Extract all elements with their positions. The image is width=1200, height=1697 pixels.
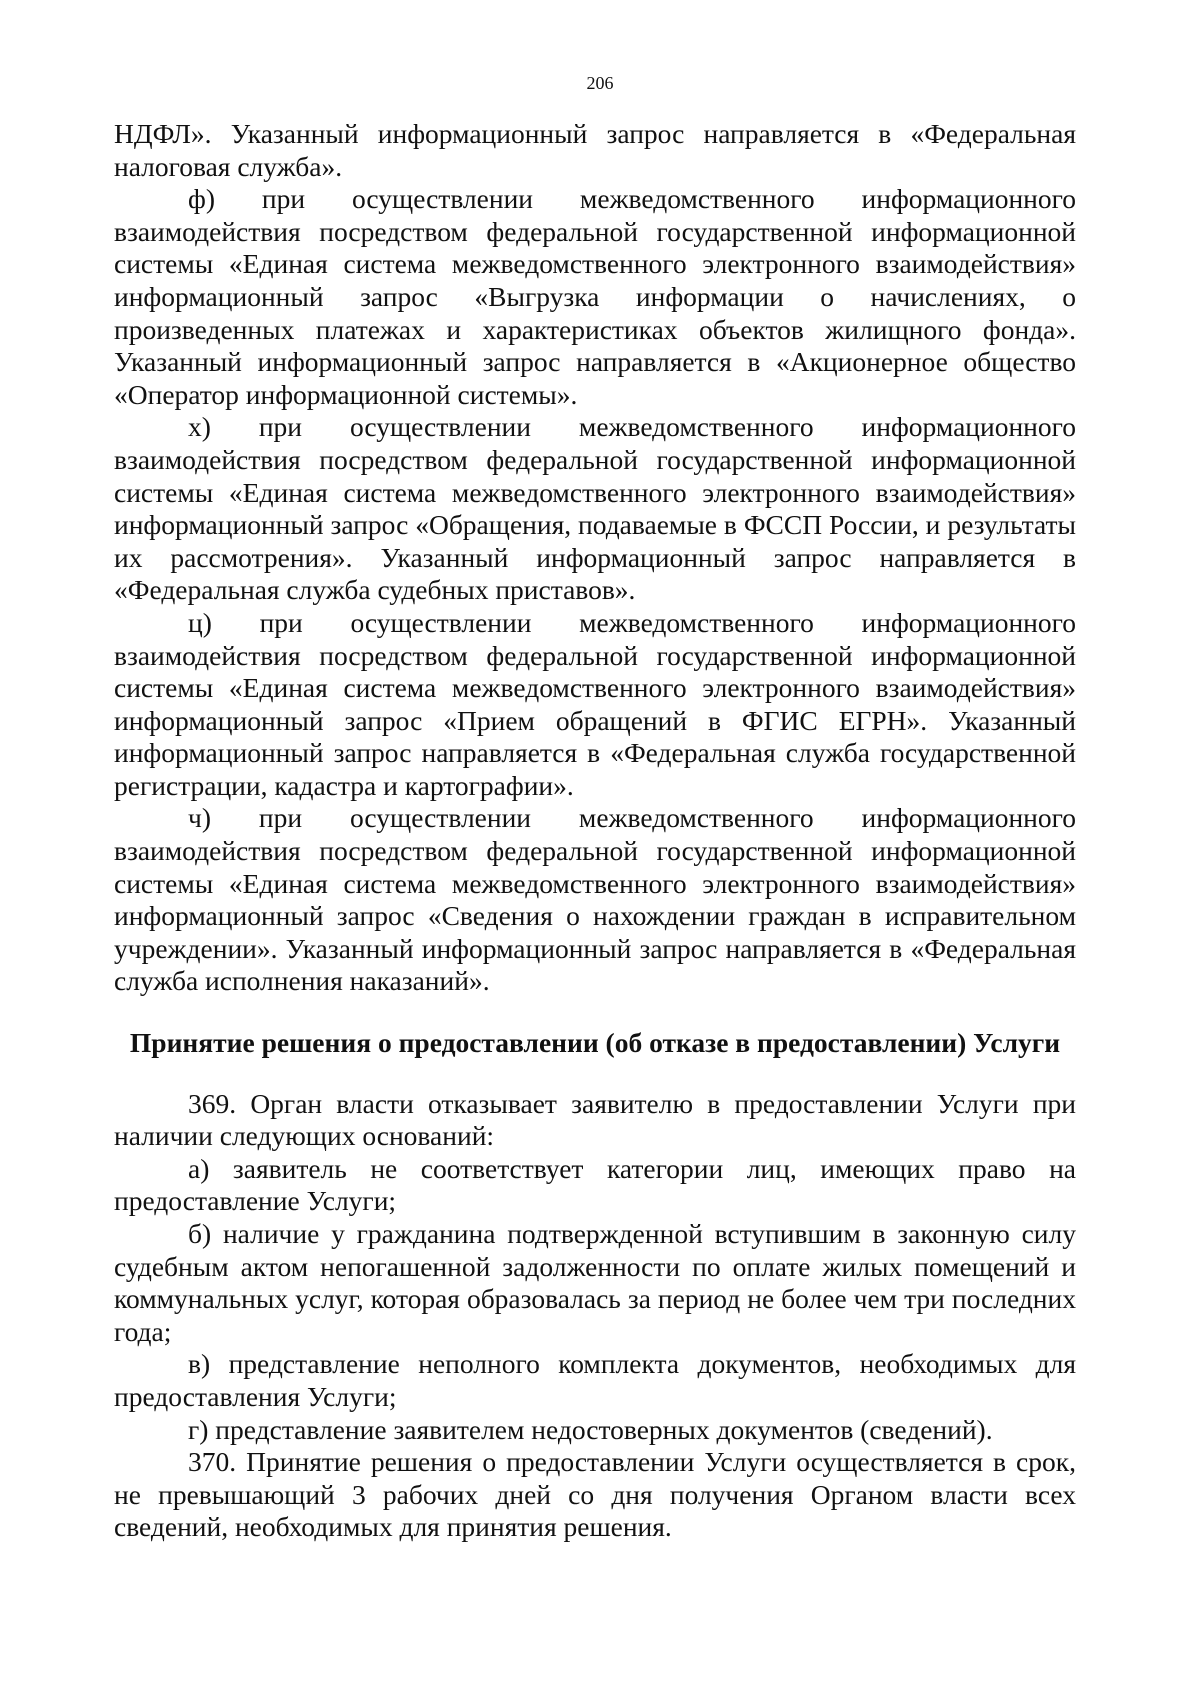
page-number: 206 bbox=[586, 73, 614, 93]
paragraph-369: 369. Орган власти отказывает заявителю в предоставлении Услуги при наличии следующих оснований: bbox=[114, 1087, 1076, 1152]
paragraph-item-ch: ч) при осуществлении межведомственного информационного взаимодействия посредством федеральной государственной информационной системы «Единая система межведомственного электронного взаимодействия» информационный запрос «Сведения о нахождении граждан в исправительном учреждении». Указанный информационный запрос направляется в «Федеральная служба исполнения наказаний». bbox=[114, 802, 1076, 997]
paragraph-item-a: а) заявитель не соответствует категории лиц, имеющих право на предоставление Услуги; bbox=[114, 1152, 1076, 1217]
paragraph-item-kh: х) при осуществлении межведомственного информационного взаимодействия посредством федеральной государственной информационной системы «Единая система межведомственного электронного взаимодействия» информационный запрос «Обращения, подаваемые в ФССП России, и результаты их рассмотрения». Указанный информационный запрос направляется в «Федеральная служба судебных приставов». bbox=[114, 411, 1076, 606]
paragraph-item-f: ф) при осуществлении межведомственного информационного взаимодействия посредством федеральной государственной информационной системы «Единая система межведомственного электронного взаимодействия» информационный запрос «Выгрузка информации о начислениях, о произведенных платежах и характеристиках объектов жилищного фонда». Указанный информационный запрос направляется в «Акционерное общество «Оператор информационной системы». bbox=[114, 183, 1076, 410]
paragraph-ndfl-continuation: НДФЛ». Указанный информационный запрос направляется в «Федеральная налоговая служба». bbox=[114, 118, 1076, 182]
paragraph-370: 370. Принятие решения о предоставлении Услуги осуществляется в срок, не превышающий 3 рабочих дней со дня получения Органом власти всех сведений, необходимых для принятия решения. bbox=[114, 1446, 1076, 1543]
paragraph-item-b: б) наличие у гражданина подтвержденной вступившим в законную силу судебным актом непогашенной задолженности по оплате жилых помещений и коммунальных услуг, которая образовалась за период не более чем три последних года; bbox=[114, 1218, 1076, 1347]
paragraph-item-ts: ц) при осуществлении межведомственного информационного взаимодействия посредством федеральной государственной информационной системы «Единая система межведомственного электронного взаимодействия» информационный запрос «Прием обращений в ФГИС ЕГРН». Указанный информационный запрос направляется в «Федеральная служба государственной регистрации, кадастра и картографии». bbox=[114, 606, 1076, 801]
paragraph-item-v: в) представление неполного комплекта документов, необходимых для предоставления Услуги; bbox=[114, 1348, 1076, 1412]
section-heading: Принятие решения о предоставлении (об отказе в предоставлении) Услуги bbox=[129, 1027, 1061, 1059]
document-body bbox=[114, 118, 1076, 1544]
paragraph-item-g: г) представление заявителем недостоверных документов (сведений). bbox=[188, 1413, 993, 1445]
